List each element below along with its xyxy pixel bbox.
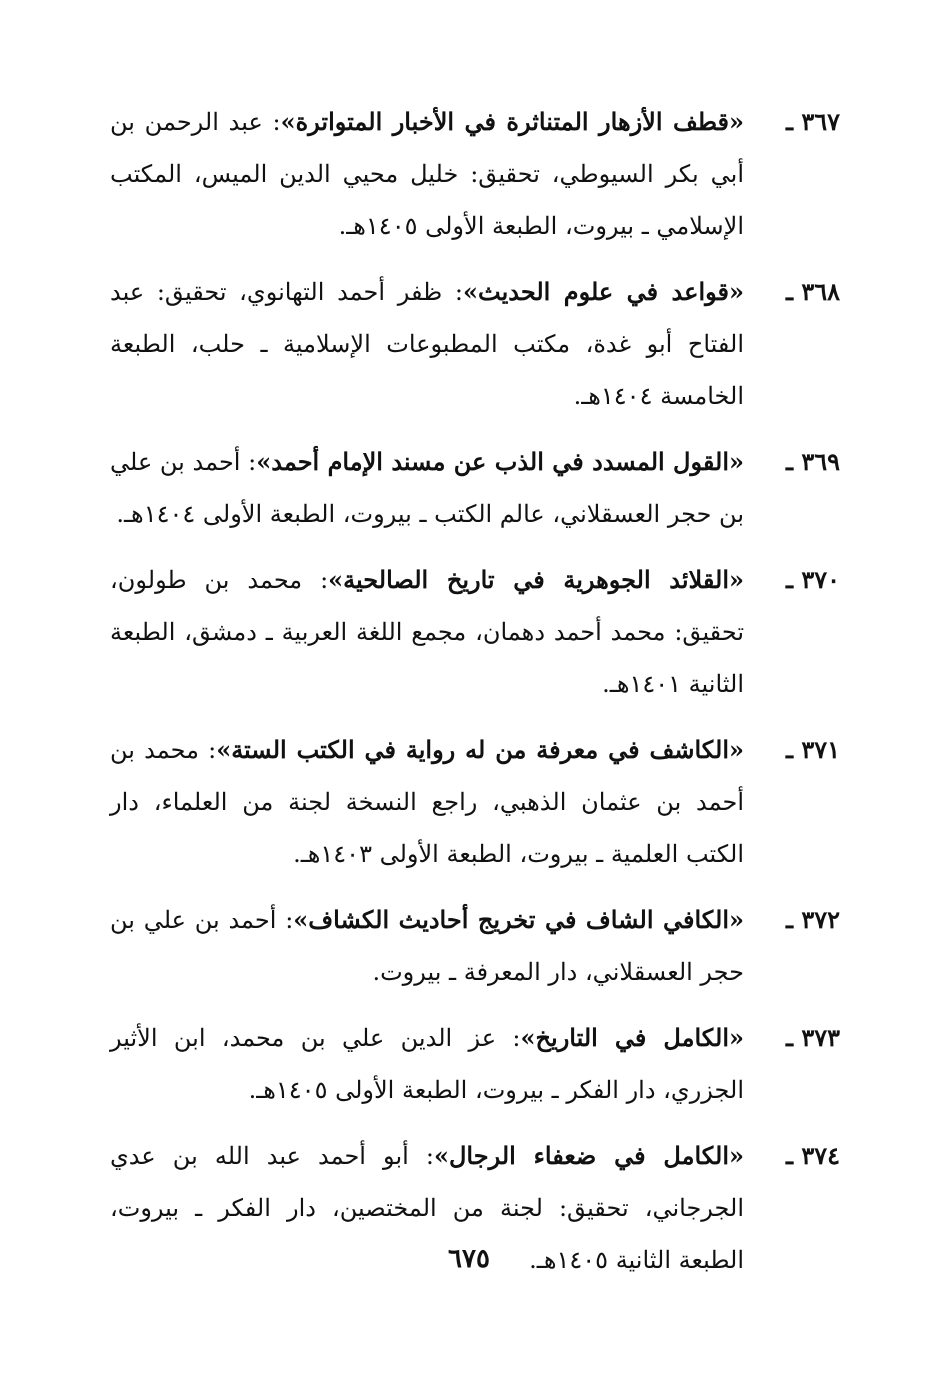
entry-text: [110, 266, 744, 422]
entry-number: ٣٧٣ ـ: [785, 1023, 840, 1052]
bibliography-entry: [110, 266, 840, 422]
entry-number: ٣٧٠ ـ: [785, 565, 840, 594]
book-title: «القول المسدد في الذب عن مسند الإمام أحمد»: [256, 447, 745, 476]
book-title: «الكاشف في معرفة من له رواية في الكتب الستة»: [216, 735, 744, 764]
book-title: «الكامل في التاريخ»: [520, 1023, 745, 1052]
book-details: : ظفر أحمد التهانوي، تحقيق: عبد الفتاح أبو غدة، مكتب المطبوعات الإسلامية ـ حلب، الطبعة الخامسة ١٤٠٤هـ.: [110, 278, 744, 410]
book-details: : أبو أحمد عبد الله بن عدي الجرجاني، تحقيق: لجنة من المختصين، دار الفكر ـ بيروت، الطبعة الثانية ١٤٠٥هـ.: [110, 1142, 744, 1274]
entry-text: [110, 1012, 744, 1116]
book-details: : محمد بن أحمد بن عثمان الذهبي، راجع النسخة لجنة من العلماء، دار الكتب العلمية ـ بيروت، الطبعة الأولى ١٤٠٣هـ.: [110, 736, 744, 868]
bibliography-entry: [110, 554, 840, 710]
entry-number: ٣٧٤ ـ: [785, 1141, 840, 1170]
entry-number: ٣٦٧ ـ: [785, 107, 840, 136]
bibliography-entry: [110, 1012, 840, 1116]
book-details: : أحمد بن علي بن حجر العسقلاني، عالم الكتب ـ بيروت، الطبعة الأولى ١٤٠٤هـ.: [110, 448, 744, 528]
entry-number: ٣٦٨ ـ: [785, 277, 840, 306]
entry-text: [110, 436, 744, 540]
bibliography-list: [110, 96, 840, 1300]
bibliography-entry: [110, 724, 840, 880]
book-title: «قطف الأزهار المتناثرة في الأخبار المتواترة»: [280, 107, 744, 136]
bibliography-entry: [110, 436, 840, 540]
entry-number: ٣٦٩ ـ: [785, 447, 840, 476]
book-title: «قواعد في علوم الحديث»: [463, 277, 745, 306]
page-number: ٦٧٥: [448, 1244, 490, 1274]
bibliography-entry: [110, 894, 840, 998]
entry-text: [110, 96, 744, 252]
book-title: «الكامل في ضعفاء الرجال»: [433, 1141, 745, 1170]
book-title: «القلائد الجوهرية في تاريخ الصالحية»: [328, 565, 744, 594]
entry-text: [110, 894, 744, 998]
book-details: : عز الدين علي بن محمد، ابن الأثير الجزري، دار الفكر ـ بيروت، الطبعة الأولى ١٤٠٥هـ.: [110, 1024, 744, 1104]
book-details: : محمد بن طولون، تحقيق: محمد أحمد دهمان، مجمع اللغة العربية ـ دمشق، الطبعة الثانية ١٤٠١هـ.: [110, 566, 744, 698]
book-details: : أحمد بن علي بن حجر العسقلاني، دار المعرفة ـ بيروت.: [110, 906, 744, 986]
entry-number: ٣٧٢ ـ: [785, 905, 840, 934]
book-details: : عبد الرحمن بن أبي بكر السيوطي، تحقيق: خليل محيي الدين الميس، المكتب الإسلامي ـ بيروت، الطبعة الأولى ١٤٠٥هـ.: [110, 108, 744, 240]
entry-text: [110, 554, 744, 710]
entry-number: ٣٧١ ـ: [785, 735, 840, 764]
entry-text: [110, 724, 744, 880]
book-title: «الكافي الشاف في تخريج أحاديث الكشاف»: [293, 905, 745, 934]
bibliography-entry: [110, 96, 840, 252]
